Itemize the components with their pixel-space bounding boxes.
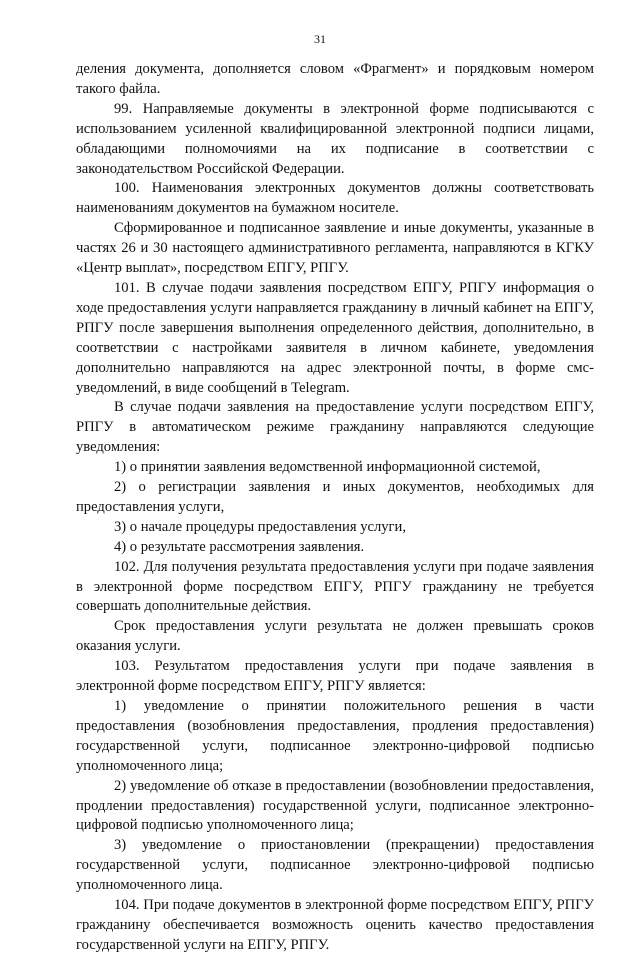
paragraph: Сформированное и подписанное заявление и иные документы, указанные в частях 26 и 30 настоящего административного регламента, направляются в КГКУ «Центр выплат», посредством ЕПГУ, РПГУ. bbox=[76, 220, 594, 277]
paragraph: В случае подачи заявления на предоставление услуги посредством ЕПГУ, РПГУ в автоматическом режиме гражданину направляются следующие уведомления: bbox=[76, 399, 594, 456]
list-item: 4) о результате рассмотрения заявления. bbox=[114, 538, 365, 555]
list-item: 2) о регистрации заявления и иных документов, необходимых для предоставления услуги, bbox=[76, 479, 594, 515]
list-item: 3) о начале процедуры предоставления услуги, bbox=[114, 518, 407, 535]
paragraph: деления документа, дополняется словом «Фрагмент» и порядковым номером такого файла. bbox=[76, 61, 594, 97]
paragraph: 101. В случае подачи заявления посредством ЕПГУ, РПГУ информация о ходе предоставления услуги направляется гражданину в личный кабинет на ЕПГУ, РПГУ после завершения выполнения определенного действия, дополнительно, в соответствии с настройками заявителя в личном кабинете, уведомления дополнительно направляются на адрес электронной почты, в форме смс-уведомлений, в виде сообщений в Telegram. bbox=[76, 279, 594, 396]
document-body bbox=[76, 60, 594, 956]
list-item: 1) о принятии заявления ведомственной информационной системой, bbox=[114, 459, 541, 476]
paragraph: 102. Для получения результата предоставления услуги при подаче заявления в электронной форме посредством ЕПГУ, РПГУ гражданину не требуется совершать дополнительные действия. bbox=[76, 558, 594, 615]
list-item: 1) уведомление о принятии положительного решения в части предоставления (возобновления предоставления, продления предоставления) государственной услуги, подписанное электронно-цифровой подписью уполномоченного лица; bbox=[76, 698, 594, 774]
list-item: 3) уведомление о приостановлении (прекращении) предоставления государственной услуги, подписанное электронно-цифровой подписью уполномоченного лица. bbox=[76, 837, 594, 894]
paragraph: Срок предоставления услуги результата не должен превышать сроков оказания услуги. bbox=[76, 618, 594, 655]
paragraph: 104. При подаче документов в электронной форме посредством ЕПГУ, РПГУ гражданину обеспечивается возможность оценить качество предоставления государственной услуги на ЕПГУ, РПГУ. bbox=[76, 897, 594, 953]
paragraph: 99. Направляемые документы в электронной форме подписываются с использованием усиленной квалифицированной электронной подписи лицами, обладающими полномочиями на их подписание в соответствии с законодательством Российской Федерации. bbox=[76, 100, 594, 177]
paragraph: 103. Результатом предоставления услуги при подаче заявления в электронной форме посредством ЕПГУ, РПГУ является: bbox=[76, 658, 594, 695]
list-item: 2) уведомление об отказе в предоставлении (возобновлении предоставления, продлении предоставления) государственной услуги, подписанное электронно-цифровой подписью уполномоченного лица; bbox=[76, 777, 594, 834]
page-number: 31 bbox=[314, 32, 326, 46]
paragraph: 100. Наименования электронных документов должны соответствовать наименованиям документов на бумажном носителе. bbox=[76, 180, 594, 217]
